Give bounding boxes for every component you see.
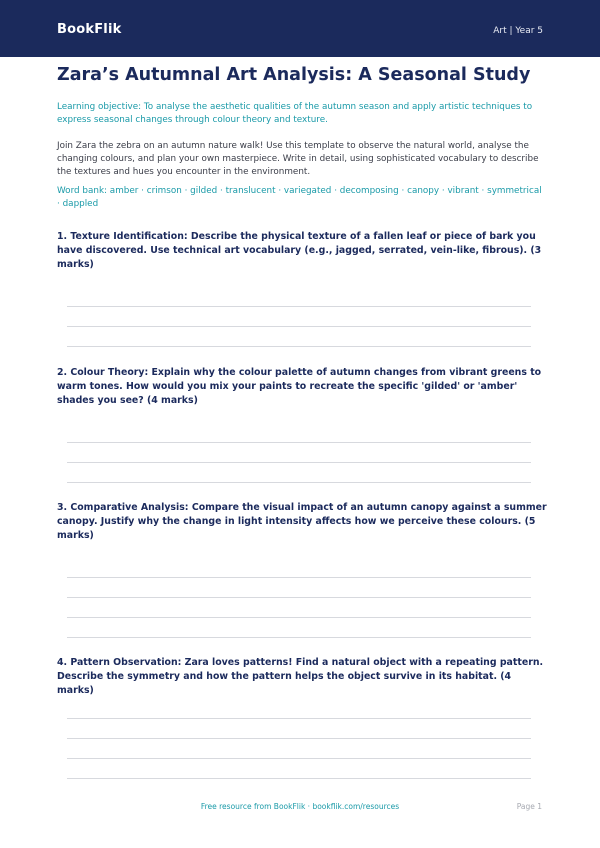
question-3: 3. Comparative Analysis: Compare the visual impact of an autumn canopy against a summer canopy. Justify why the change in light intensity affects how we perceive these colours. (5 marks) <box>57 502 547 541</box>
answer-line[interactable] <box>67 778 531 779</box>
page-title: Zara’s Autumnal Art Analysis: A Seasonal Study <box>57 65 531 85</box>
subject-year-label: Art | Year 5 <box>493 26 543 36</box>
answer-line[interactable] <box>67 738 531 739</box>
answer-line[interactable] <box>67 758 531 759</box>
page-number: Page 1 <box>516 802 542 811</box>
header-bar <box>0 0 600 57</box>
footer-credit-link[interactable]: Free resource from BookFlik · bookflik.com/resources <box>200 802 400 811</box>
question-1: 1. Texture Identification: Describe the physical texture of a fallen leaf or piece of bark you have discovered. Use technical art vocabulary (e.g., jagged, serrated, vein-like, fibrous). (3 marks) <box>57 231 542 270</box>
answer-line[interactable] <box>67 306 531 307</box>
answer-line[interactable] <box>67 577 531 578</box>
answer-line[interactable] <box>67 718 531 719</box>
answer-line[interactable] <box>67 462 531 463</box>
brand-logo-text: BookFlik <box>57 22 122 37</box>
answer-line[interactable] <box>67 346 531 347</box>
answer-line[interactable] <box>67 326 531 327</box>
word-bank: Word bank: amber · crimson · gilded · translucent · variegated · decomposing · canopy · vibrant · symmetrical · dappled <box>57 186 542 209</box>
intro-paragraph: Join Zara the zebra on an autumn nature walk! Use this template to observe the natural world, analyse the changing colours, and plan your own masterpiece. Write in detail, using sophisticated vocabulary to describe the textures and hues you encounter in the environment. <box>57 141 539 177</box>
answer-line[interactable] <box>67 637 531 638</box>
answer-line[interactable] <box>67 482 531 483</box>
answer-line[interactable] <box>67 597 531 598</box>
question-2: 2. Colour Theory: Explain why the colour palette of autumn changes from vibrant greens to warm tones. How would you mix your paints to recreate the specific 'gilded' or 'amber' shades you see? (4 marks) <box>57 367 542 406</box>
learning-objective: Learning objective: To analyse the aesthetic qualities of the autumn season and apply artistic techniques to express seasonal changes through colour theory and texture. <box>57 102 533 125</box>
answer-line[interactable] <box>67 617 531 618</box>
answer-line[interactable] <box>67 442 531 443</box>
question-4: 4. Pattern Observation: Zara loves patterns! Find a natural object with a repeating pattern. Describe the symmetry and how the pattern helps the object survive in its habitat. (4 marks) <box>57 657 544 696</box>
